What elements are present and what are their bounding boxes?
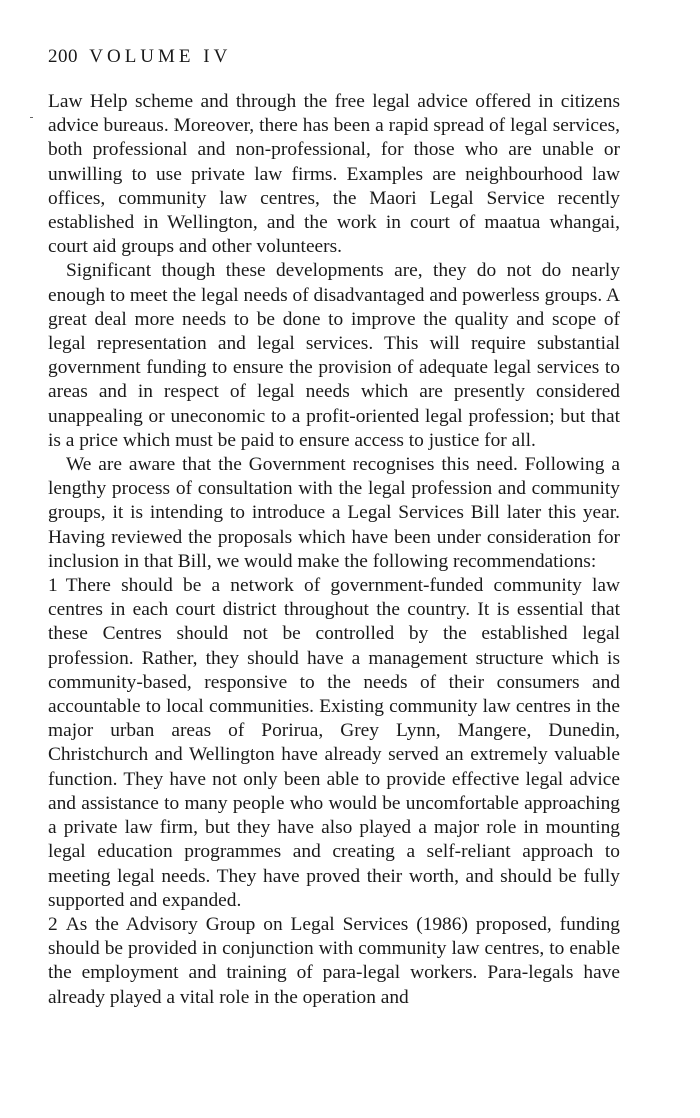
paragraph-text: We are aware that the Government recognises this need. Following a lengthy process of consultation with the legal profession and community groups, it is intending to introduce a Legal Services Bill later this year. Having reviewed the proposals which have been under consideration for inclusion in that Bill, we would make the following recommendations: xyxy=(48,454,620,572)
recommendation-number: 1 xyxy=(48,575,58,597)
running-head xyxy=(48,44,620,70)
paragraph xyxy=(48,453,620,574)
volume-label: VOLUME IV xyxy=(89,46,232,67)
paragraph xyxy=(48,259,620,453)
paragraph-text: Law Help scheme and through the free legal advice offered in citizens advice bureaus. Moreover, there has been a rapid spread of legal services, both professional and non-professional, for those who are unable or unwilling to use private law firms. Examples are neighbourhood law offices, community law centres, the Maori Legal Service recently established in Wellington, and the work in court of maatua whangai, court aid groups and other volunteers. xyxy=(48,91,620,258)
recommendation-number: 2 xyxy=(48,913,58,935)
recommendation-text: As the Advisory Group on Legal Services (1986) proposed, funding should be provided in conjunction with community law centres, to enable the employment and training of para-legal workers. Para-legals have already played a vital role in the operation and xyxy=(48,913,620,1008)
paragraph-text: Significant though these developments are, they do not do nearly enough to meet the legal needs of disadvantaged and powerless groups. A great deal more needs to be done to improve the quality and scope of legal representation and legal services. This will require substantial government funding to ensure the provision of adequate legal services to areas and in respect of legal needs which are presently considered unappealing or uneconomic to a profit-oriented legal profession; but that is a price which must be paid to ensure access to justice for all. xyxy=(48,260,620,451)
paragraph xyxy=(48,90,620,259)
book-page xyxy=(48,44,620,1010)
stray-mark xyxy=(30,117,33,118)
page-number: 200 xyxy=(48,46,78,67)
recommendation-item xyxy=(48,913,620,1010)
recommendation-text: There should be a network of government-funded community law centres in each court district throughout the country. It is essential that these Centres should not be controlled by the established legal profession. Rather, they should have a management structure which is community-based, responsive to the needs of their consumers and accountable to local communities. Existing community law centres in the major urban areas of Porirua, Grey Lynn, Mangere, Dunedin, Christchurch and Wellington have already served an extremely valuable function. They have not only been able to provide effective legal advice and assistance to many people who would be uncomfortable approaching a private law firm, but they have also played a major role in mounting legal education programmes and creating a self-reliant approach to meeting legal needs. They have proved their worth, and should be fully supported and expanded. xyxy=(48,575,620,911)
body-text xyxy=(48,90,620,1010)
recommendation-item xyxy=(48,574,620,913)
